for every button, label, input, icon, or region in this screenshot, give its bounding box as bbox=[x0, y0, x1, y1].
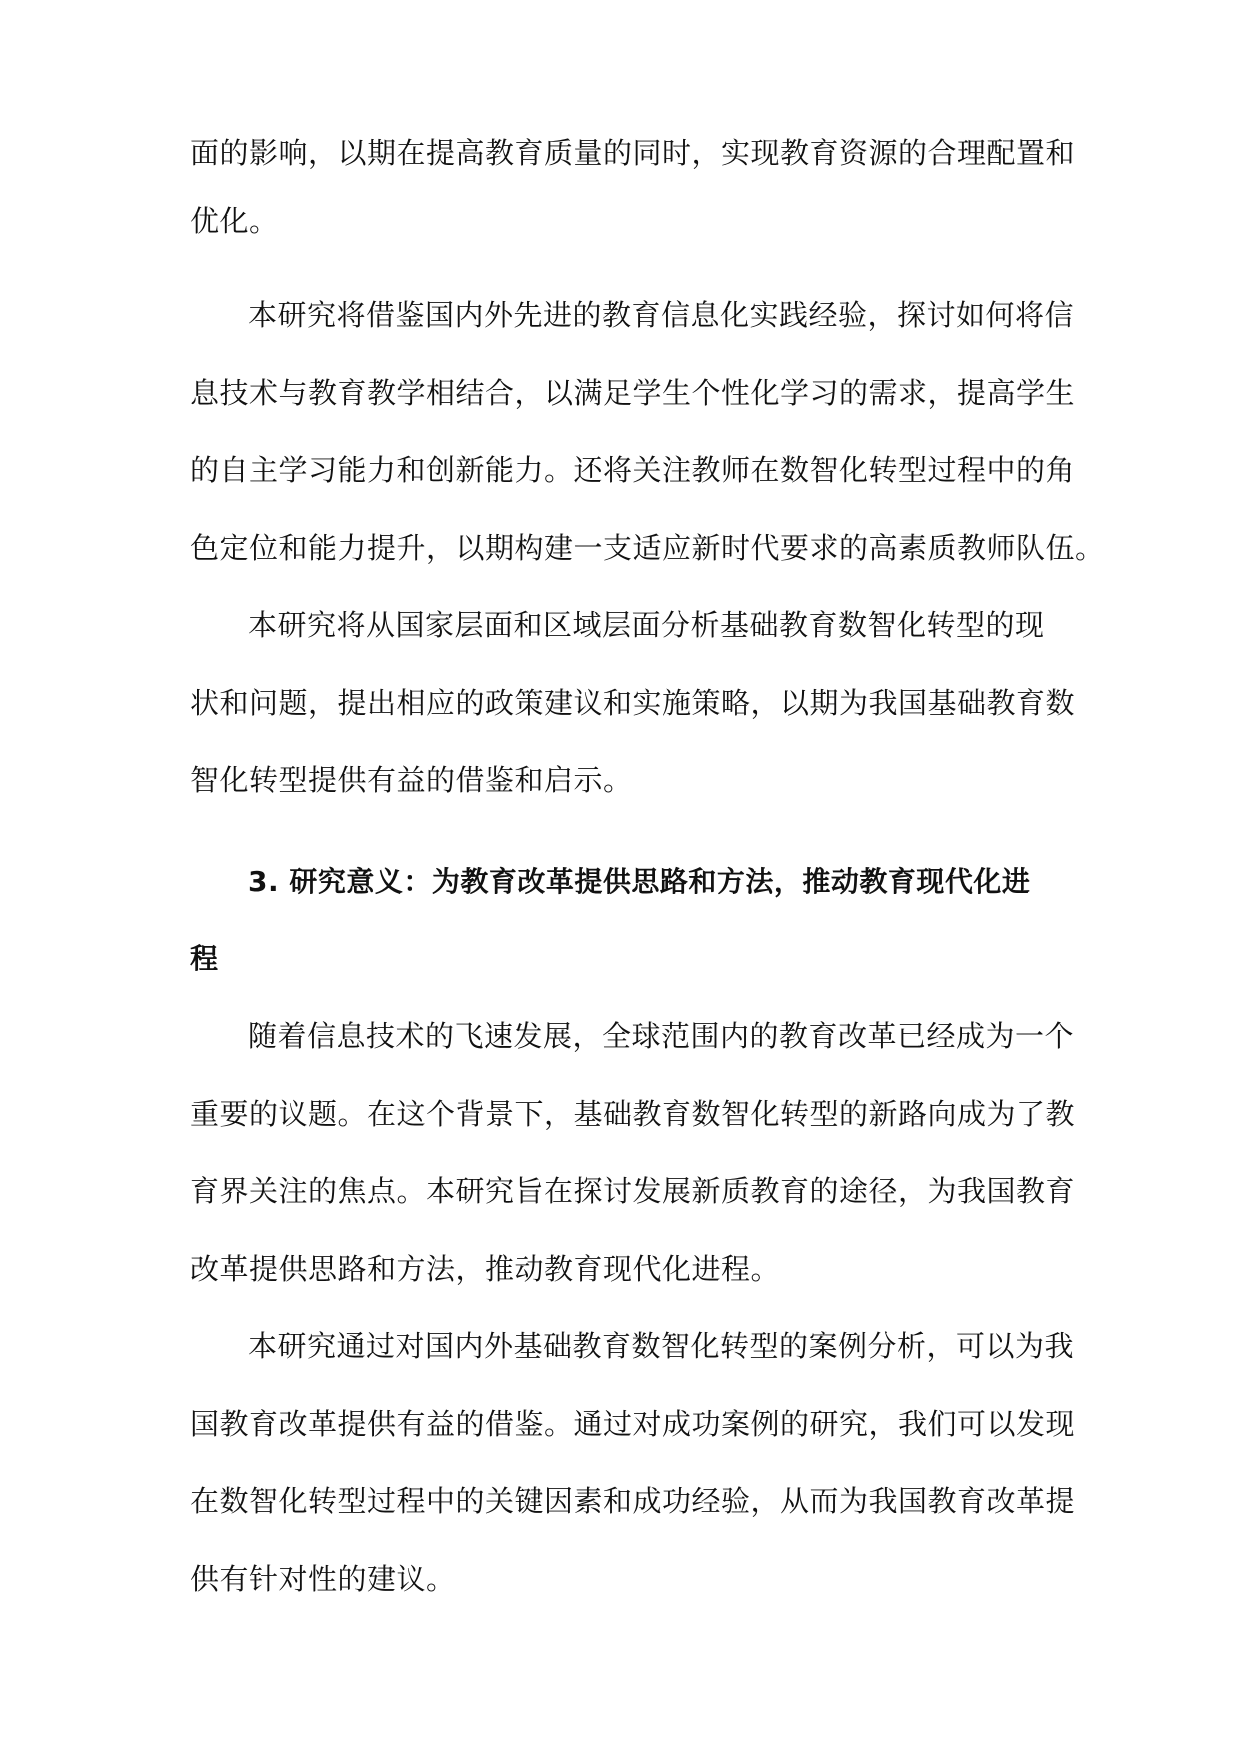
paragraph-4-line-3: 育界关注的焦点。本研究旨在探讨发展新质教育的途径，为我国教育 bbox=[190, 1174, 1076, 1208]
paragraph-3-line-2: 状和问题，提出相应的政策建议和实施策略，以期为我国基础教育数 bbox=[190, 686, 1076, 720]
paragraph-5-line-4: 供有针对性的建议。 bbox=[190, 1562, 456, 1596]
paragraph-5-line-2: 国教育改革提供有益的借鉴。通过对成功案例的研究，我们可以发现 bbox=[190, 1407, 1076, 1441]
paragraph-2-line-2: 息技术与教育教学相结合，以满足学生个性化学习的需求，提高学生 bbox=[190, 376, 1076, 410]
paragraph-1-line-2: 优化。 bbox=[190, 204, 279, 238]
paragraph-1-line-1: 面的影响，以期在提高教育质量的同时，实现教育资源的合理配置和 bbox=[190, 136, 1076, 170]
section-heading-line-1: 3. 研究意义：为教育改革提供思路和方法，推动教育现代化进 bbox=[248, 865, 1031, 898]
section-heading-line-2: 程 bbox=[190, 942, 219, 975]
paragraph-4-line-1: 随着信息技术的飞速发展，全球范围内的教育改革已经成为一个 bbox=[248, 1019, 1075, 1053]
paragraph-2-line-4: 色定位和能力提升，以期构建一支适应新时代要求的高素质教师队伍。 bbox=[190, 531, 1105, 565]
paragraph-5-line-1: 本研究通过对国内外基础教育数智化转型的案例分析，可以为我 bbox=[248, 1329, 1075, 1363]
paragraph-4-line-2: 重要的议题。在这个背景下，基础教育数智化转型的新路向成为了教 bbox=[190, 1097, 1076, 1131]
paragraph-3-line-1: 本研究将从国家层面和区域层面分析基础教育数智化转型的现 bbox=[248, 608, 1045, 642]
paragraph-5-line-3: 在数智化转型过程中的关键因素和成功经验，从而为我国教育改革提 bbox=[190, 1484, 1076, 1518]
paragraph-4-line-4: 改革提供思路和方法，推动教育现代化进程。 bbox=[190, 1252, 781, 1286]
paragraph-2-line-3: 的自主学习能力和创新能力。还将关注教师在数智化转型过程中的角 bbox=[190, 453, 1076, 487]
paragraph-3-line-3: 智化转型提供有益的借鉴和启示。 bbox=[190, 763, 633, 797]
paragraph-2-line-1: 本研究将借鉴国内外先进的教育信息化实践经验，探讨如何将信 bbox=[248, 298, 1075, 332]
